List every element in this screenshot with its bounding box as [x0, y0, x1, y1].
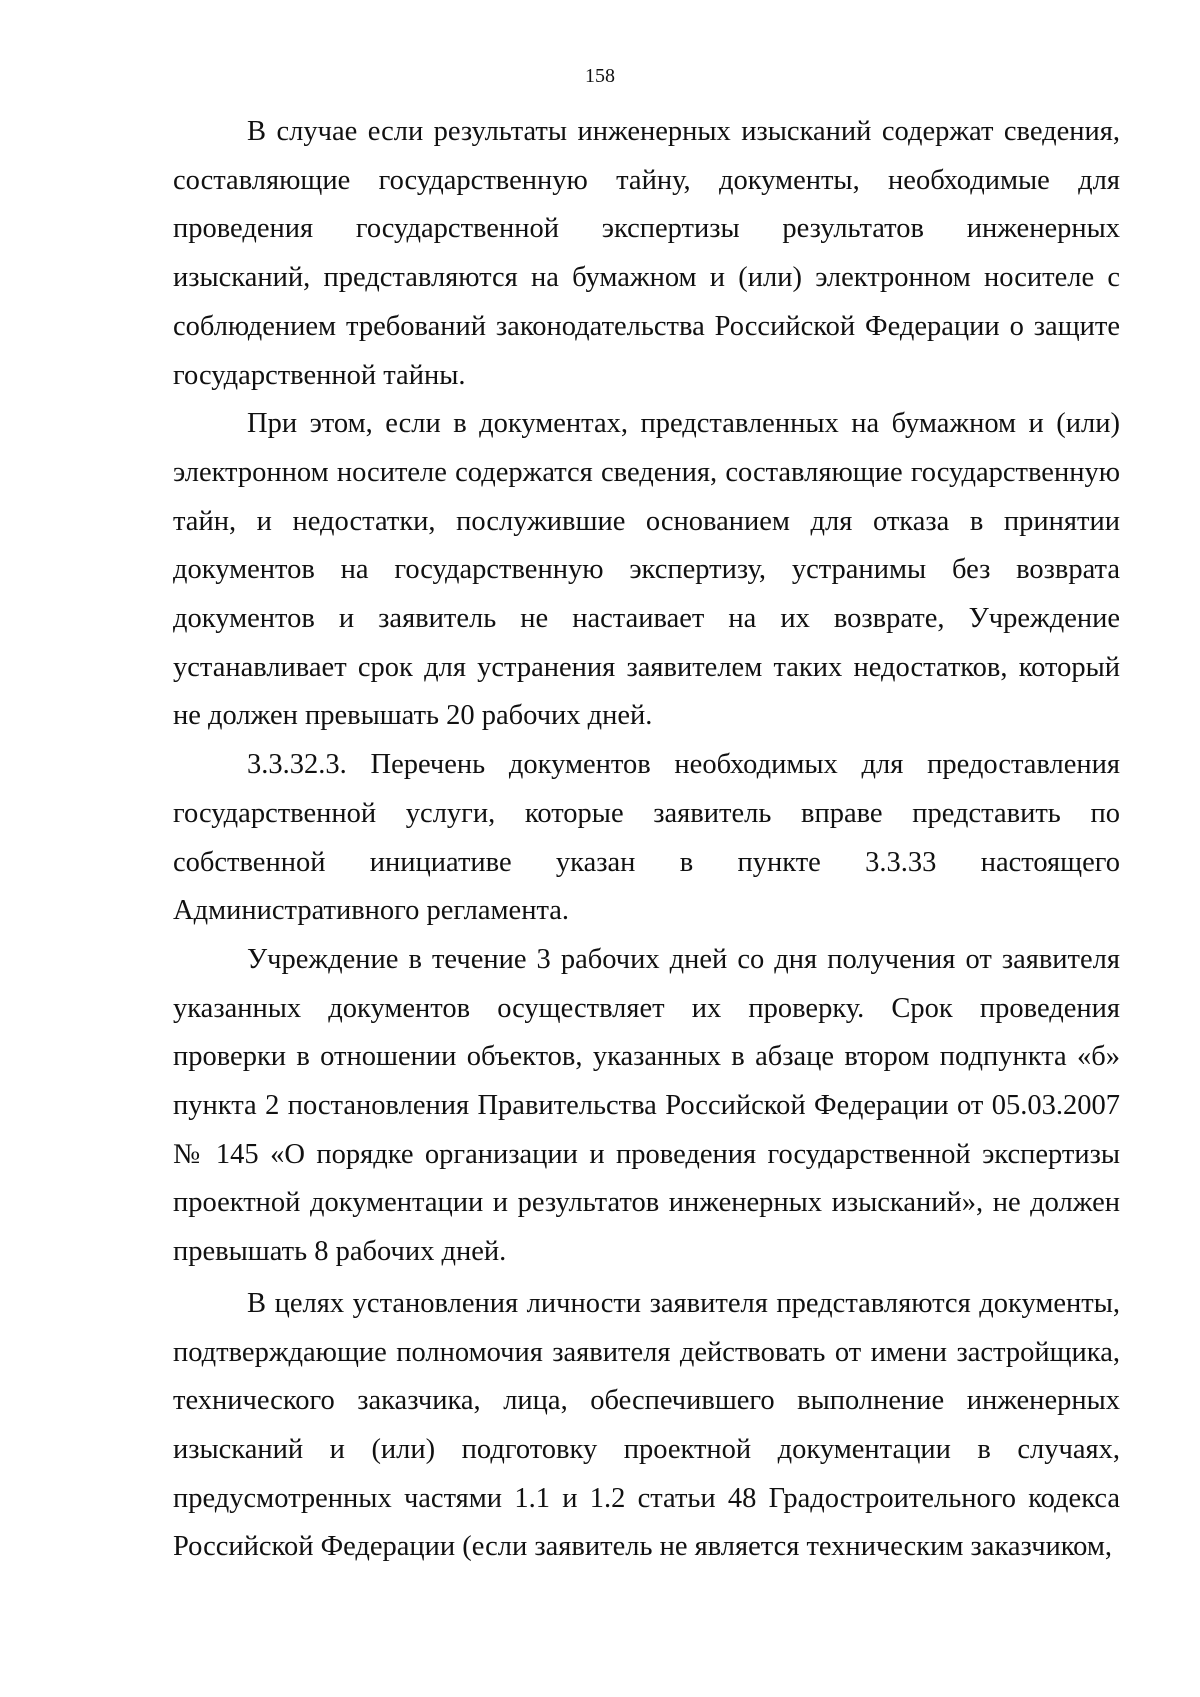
paragraph-verification-period: Учреждение в течение 3 рабочих дней со дня получения от заявителя указанных документов осуществляет их проверку. Срок проведения проверки в отношении объектов, указанных в абзаце втором подпункта «б» пункта 2 постановления Правительства Российской Федерации от 05.03.2007 № 145 «О порядке организации и проведения государственной экспертизы проектной документации и результатов инженерных изысканий», не должен превышать 8 рабочих дней. — [173, 943, 1120, 1268]
paragraph-deficiencies-deadline: При этом, если в документах, представленных на бумажном и (или) электронном носителе содержатся сведения, составляющие государственную тайн, и недостатки, послужившие основанием для отказа в принятии документов на государственную экспертизу, устранимы без возврата документов и заявитель не настаивает на их возврате, Учреждение устанавливает срок для устранения заявителем таких недостатков, который не должен превышать 20 рабочих дней. — [173, 408, 1120, 732]
paragraph-state-secret-docs: В случае если результаты инженерных изысканий содержат сведения, составляющие государственную тайну, документы, необходимые для проведения государственной экспертизы результатов инженерных изысканий, представляются на бумажном и (или) электронном носителе с соблюдением требований законодательства Российской Федерации о защите государственной тайны. — [173, 116, 1120, 391]
document-body — [173, 108, 1120, 1572]
page-number: 158 — [585, 65, 615, 87]
paragraph-identity-verification: В целях установления личности заявителя представляются документы, подтверждающие полномочия заявителя действовать от имени застройщика, технического заказчика, лица, обеспечившего выполнение инженерных изысканий и (или) подготовку проектной документации в случаях, предусмотренных частями 1.1 и 1.2 статьи 48 Градостроительного кодекса Российской Федерации (если заявитель не является техническим заказчиком, — [173, 1287, 1120, 1563]
paragraph-document-list: 3.3.32.3. Перечень документов необходимых для предоставления государственной услуги, которые заявитель вправе представить по собственной инициативе указан в пункте 3.3.33 настоящего Административного регламента. — [173, 749, 1120, 927]
